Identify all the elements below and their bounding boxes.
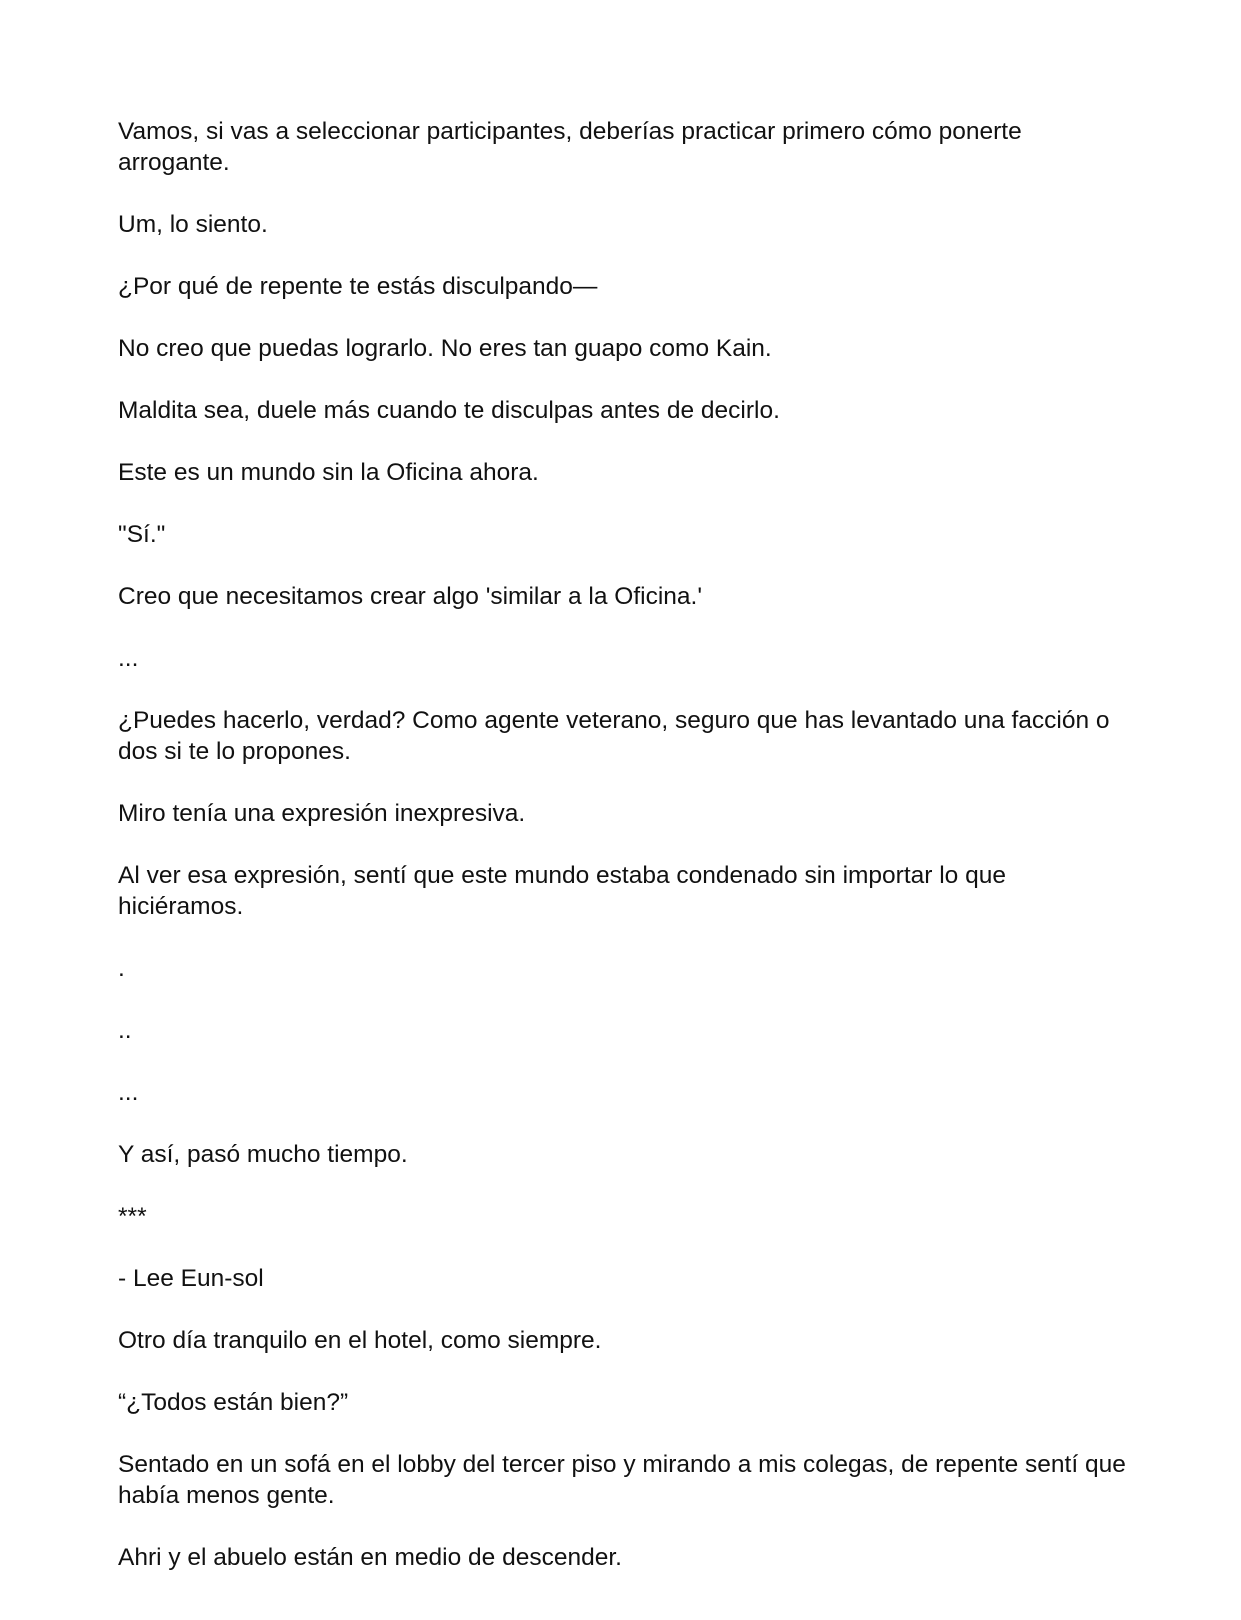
paragraph: Sentado en un sofá en el lobby del tercer piso y mirando a mis colegas, de repente sentí que había menos gente. [118,1451,1126,1509]
ellipsis-paragraph: ... [118,645,139,672]
paragraph: Miro tenía una expresión inexpresiva. [118,800,526,827]
paragraph: Vamos, si vas a seleccionar participantes, deberías practicar primero cómo ponerte arrogante. [118,118,1022,176]
paragraph: Otro día tranquilo en el hotel, como siempre. [118,1327,602,1354]
pov-heading: - Lee Eun-sol [118,1265,264,1292]
paragraph: Ahri y el abuelo están en medio de descender. [118,1544,622,1571]
scene-break: *** [118,1203,147,1230]
paragraph: No creo que puedas lograrlo. No eres tan guapo como Kain. [118,335,772,362]
paragraph: Y así, pasó mucho tiempo. [118,1141,408,1168]
paragraph: ¿Por qué de repente te estás disculpando— [118,273,598,300]
dot-paragraph: . [118,955,125,982]
paragraph: "Sí." [118,521,166,548]
dot-paragraph: .. [118,1017,132,1044]
ellipsis-paragraph: ... [118,1079,139,1106]
paragraph: ¿Puedes hacerlo, verdad? Como agente veterano, seguro que has levantado una facción o dos si te lo propones. [118,707,1110,765]
paragraph: Maldita sea, duele más cuando te disculpas antes de decirlo. [118,397,780,424]
paragraph: “¿Todos están bien?” [118,1389,349,1416]
paragraph: Al ver esa expresión, sentí que este mundo estaba condenado sin importar lo que hiciéramos. [118,862,1006,920]
paragraph: Um, lo siento. [118,211,268,238]
paragraph: Este es un mundo sin la Oficina ahora. [118,459,539,486]
document-body [118,116,1128,1604]
paragraph: Creo que necesitamos crear algo 'similar a la Oficina.' [118,583,702,610]
